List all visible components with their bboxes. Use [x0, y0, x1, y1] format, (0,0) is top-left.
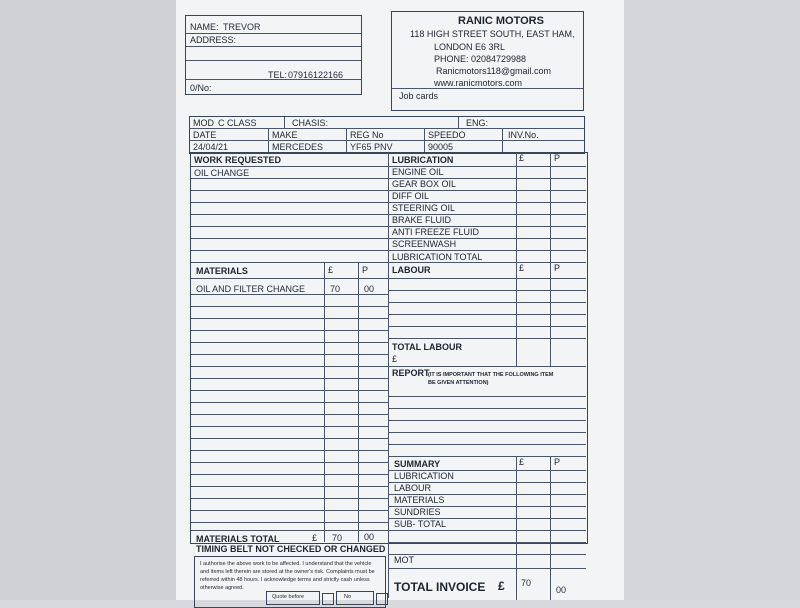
lubrication-pound-header: £ — [519, 153, 525, 163]
vehicle-model: C CLASS — [218, 118, 257, 128]
summary-item: SUNDRIES — [394, 507, 441, 517]
lubrication-item: DIFF OIL — [392, 191, 430, 201]
company-website: www.ranicmotors.com — [434, 78, 523, 88]
date-label: DATE — [193, 130, 217, 140]
authorisation-line-4: otherwise agreed. — [200, 585, 244, 591]
summary-item: LABOUR — [394, 483, 432, 493]
total-invoice-label: TOTAL INVOICE — [394, 580, 486, 594]
lubrication-item: BRAKE FLUID — [392, 215, 452, 225]
authorisation-line-3: referred within 48 hours. I acknowledge terms and strictly cash unless — [200, 577, 370, 583]
address-label: ADDRESS: — [190, 35, 237, 45]
mod-label: MOD — [193, 118, 214, 128]
materials-item-pounds: 70 — [330, 284, 341, 294]
vehicle-reg: YF65 PNV — [350, 142, 393, 152]
summary-item: LUBRICATION — [394, 471, 454, 481]
chasis-label: CHASIS: — [292, 118, 329, 128]
summary-item: MATERIALS — [394, 495, 445, 505]
vehicle-make: MERCEDES — [272, 142, 324, 152]
summary-pound-header: £ — [519, 457, 525, 467]
vehicle-speedo: 90005 — [428, 142, 454, 152]
company-address-1: 118 HIGH STREET SOUTH, EAST HAM, — [410, 29, 575, 39]
materials-pound-header: £ — [328, 265, 334, 275]
work-requested-header: WORK REQUESTED — [194, 155, 282, 165]
no-box — [336, 591, 374, 605]
quote-checkbox[interactable] — [322, 593, 334, 605]
total-invoice-pounds: 70 — [521, 578, 532, 588]
total-invoice-symbol: £ — [498, 579, 505, 593]
customer-tel: 07916122166 — [288, 70, 344, 80]
labour-pence-header: P — [554, 263, 561, 273]
company-email: Ranicmotors118@gmail.com — [436, 66, 552, 76]
lubrication-item: STEERING OIL — [392, 203, 456, 213]
authorisation-line-2: and items left therein are stored at the owner's risk. Complaints must be — [200, 569, 375, 575]
ono-label: 0/No: — [190, 83, 212, 93]
lubrication-item: ANTI FREEZE FLUID — [392, 227, 480, 237]
background-right — [624, 0, 800, 600]
company-phone: PHONE: 02084729988 — [434, 54, 527, 64]
summary-pence-header: P — [554, 457, 561, 467]
no-checkbox[interactable] — [376, 593, 388, 605]
materials-header: MATERIALS — [196, 266, 248, 276]
lubrication-pence-header: P — [554, 153, 561, 163]
job-card-sheet — [176, 0, 624, 600]
work-requested-item: OIL CHANGE — [194, 168, 250, 178]
materials-total-label: MATERIALS TOTAL — [196, 534, 280, 544]
reg-label: REG No — [350, 130, 384, 140]
company-name: RANIC MOTORS — [458, 15, 544, 27]
total-labour-symbol: £ — [392, 354, 398, 364]
no-label: No — [344, 594, 352, 600]
total-labour-label: TOTAL LABOUR — [392, 342, 462, 352]
quote-before-label: Quote before — [272, 594, 305, 600]
materials-item-pence: 00 — [364, 284, 375, 294]
lubrication-total-label: LUBRICATION TOTAL — [392, 252, 483, 262]
eng-label: ENG: — [466, 118, 489, 128]
mot-label: MOT — [394, 555, 414, 565]
labour-header: LABOUR — [392, 265, 431, 275]
make-label: MAKE — [272, 130, 298, 140]
materials-pence-header: P — [362, 265, 369, 275]
speedo-label: SPEEDO — [428, 130, 466, 140]
background-left — [0, 0, 176, 600]
authorisation-line-1: I authorise the above work to be affected. I understand that the vehicle — [200, 561, 372, 567]
tel-label: TEL: — [268, 70, 288, 80]
materials-total-pounds: 70 — [332, 533, 343, 543]
timing-belt-notice: TIMING BELT NOT CHECKED OR CHANGED — [196, 544, 386, 554]
vehicle-date: 24/04/21 — [193, 142, 229, 152]
summary-item: SUB- TOTAL — [394, 519, 447, 529]
document-type: Job cards — [399, 91, 439, 101]
summary-header: SUMMARY — [394, 459, 441, 469]
customer-name: TREVOR — [223, 22, 261, 32]
lubrication-item: SCREENWASH — [392, 239, 457, 249]
materials-total-symbol: £ — [312, 533, 318, 543]
lubrication-item: ENGINE OIL — [392, 167, 444, 177]
lubrication-item: GEAR BOX OIL — [392, 179, 457, 189]
company-address-2: LONDON E6 3RL — [434, 42, 506, 52]
report-header: REPORT — [392, 368, 430, 378]
materials-total-pence: 00 — [364, 532, 375, 542]
name-label: NAME: — [190, 22, 219, 32]
total-invoice-pence: 00 — [556, 585, 567, 595]
invoice-number-label: INV.No. — [508, 130, 539, 140]
report-note: (IT IS IMPORTANT THAT THE FOLLOWING ITEM BE GIVEN ATTENTION) — [428, 372, 554, 387]
lubrication-header: LUBRICATION — [392, 155, 454, 165]
labour-pound-header: £ — [519, 263, 525, 273]
materials-item: OIL AND FILTER CHANGE — [196, 284, 306, 294]
